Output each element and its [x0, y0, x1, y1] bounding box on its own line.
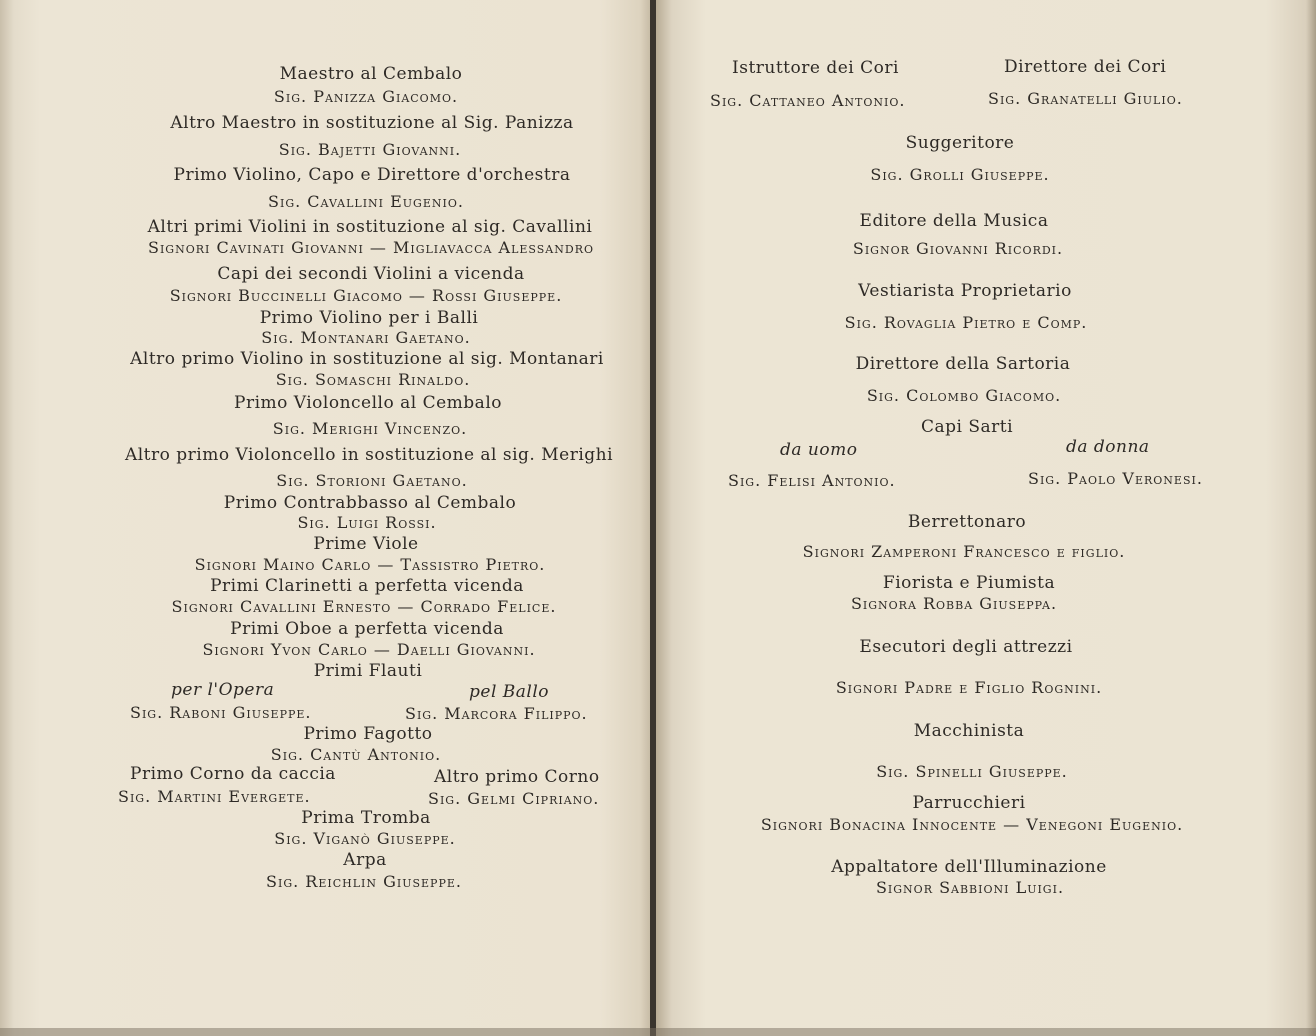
name-vigano: Sig. Viganò Giuseppe.	[274, 829, 456, 848]
role-esecutori-attrezzi: Esecutori degli attrezzi	[859, 637, 1073, 657]
role-primo-violino-capo: Primo Violino, Capo e Direttore d'orchestra	[173, 165, 571, 185]
role-primi-flauti: Primi Flauti	[313, 661, 423, 681]
role-altro-primo-violino: Altro primo Violino in sostituzione al sig. Montanari	[130, 349, 604, 369]
role-capi-sarti: Capi Sarti	[920, 417, 1014, 437]
role-primi-clarinetti: Primi Clarinetti a perfetta vicenda	[210, 576, 524, 596]
label-da-uomo: da uomo	[780, 440, 858, 460]
name-cantu: Sig. Cantù Antonio.	[270, 745, 442, 764]
role-primo-corno: Primo Corno da caccia	[130, 764, 336, 784]
label-da-donna: da donna	[1066, 437, 1150, 457]
role-altro-violoncello: Altro primo Violoncello in sostituzione al sig. Merighi	[124, 445, 614, 465]
role-macchinista: Macchinista	[913, 721, 1025, 741]
role-vestiarista: Vestiarista Proprietario	[858, 281, 1072, 301]
name-veronesi: Sig. Paolo Veronesi.	[1028, 469, 1203, 488]
name-bonacina-venegoni: Signori Bonacina Innocente — Venegoni Eugenio.	[760, 815, 1184, 834]
label-per-opera: per l'Opera	[171, 680, 275, 700]
role-parrucchieri: Parrucchieri	[912, 793, 1026, 813]
role-direttore-cori: Direttore dei Cori	[1004, 57, 1167, 77]
name-zamperoni: Signori Zamperoni Francesco e figlio.	[802, 542, 1126, 561]
name-reichlin: Sig. Reichlin Giuseppe.	[266, 872, 462, 891]
right-page	[656, 0, 1316, 1036]
role-primo-contrabbasso: Primo Contrabbasso al Cembalo	[223, 493, 517, 513]
role-prime-viole: Prime Viole	[313, 534, 419, 554]
role-primo-violoncello: Primo Violoncello al Cembalo	[234, 393, 502, 413]
name-buccinelli-rossi: Signori Buccinelli Giacomo — Rossi Giuseppe.	[169, 286, 563, 305]
role-berrettonaro: Berrettonaro	[907, 512, 1027, 532]
name-grolli: Sig. Grolli Giuseppe.	[870, 165, 1050, 184]
name-yvon-daelli: Signori Yvon Carlo — Daelli Giovanni.	[202, 640, 536, 659]
name-ricordi: Signor Giovanni Ricordi.	[852, 239, 1064, 258]
name-gelmi: Sig. Gelmi Cipriano.	[428, 789, 600, 808]
label-pel-ballo: pel Ballo	[469, 682, 550, 702]
role-altro-maestro: Altro Maestro in sostituzione al Sig. Panizza	[170, 113, 574, 133]
role-altri-primi-violini: Altri primi Violini in sostituzione al sig. Cavallini	[147, 217, 593, 237]
role-prima-tromba: Prima Tromba	[301, 808, 431, 828]
name-merighi: Sig. Merighi Vincenzo.	[272, 419, 468, 438]
name-robba: Signora Robba Giuseppa.	[850, 594, 1058, 613]
role-primo-violino-balli: Primo Violino per i Balli	[259, 308, 479, 328]
role-editore-musica: Editore della Musica	[859, 211, 1049, 231]
name-storioni: Sig. Storioni Gaetano.	[276, 471, 468, 490]
name-colombo: Sig. Colombo Giacomo.	[866, 386, 1062, 405]
role-arpa: Arpa	[343, 850, 387, 870]
role-istruttore-cori: Istruttore dei Cori	[732, 58, 899, 78]
role-fiorista: Fiorista e Piumista	[882, 573, 1056, 593]
left-page	[0, 0, 654, 1036]
role-primo-fagotto: Primo Fagotto	[303, 724, 433, 744]
role-appaltatore: Appaltatore dell'Illuminazione	[831, 857, 1107, 877]
name-cavallini-corrado: Signori Cavallini Ernesto — Corrado Felice.	[171, 597, 557, 616]
role-suggeritore: Suggeritore	[905, 133, 1015, 153]
name-rovaglia: Sig. Rovaglia Pietro e Comp.	[844, 313, 1088, 332]
name-felisi: Sig. Felisi Antonio.	[728, 471, 896, 490]
name-cavinati-migliavacca: Signori Cavinati Giovanni — Migliavacca Alessandro	[148, 238, 594, 257]
role-maestro-cembalo: Maestro al Cembalo	[279, 64, 463, 84]
name-luigi-rossi: Sig. Luigi Rossi.	[297, 513, 437, 532]
name-bajetti: Sig. Bajetti Giovanni.	[278, 140, 462, 159]
name-raboni: Sig. Raboni Giuseppe.	[130, 703, 312, 722]
role-primi-oboe: Primi Oboe a perfetta vicenda	[230, 619, 504, 639]
page-bottom-shadow	[0, 1028, 1316, 1036]
name-martini: Sig. Martini Evergete.	[118, 787, 311, 806]
name-panizza: Sig. Panizza Giacomo.	[273, 87, 459, 106]
name-sabbioni: Signor Sabbioni Luigi.	[875, 878, 1065, 897]
role-direttore-sartoria: Direttore della Sartoria	[855, 354, 1071, 374]
name-cavallini-eugenio: Sig. Cavallini Eugenio.	[268, 192, 464, 211]
name-marcora: Sig. Marcora Filippo.	[405, 704, 588, 723]
role-altro-primo-corno: Altro primo Corno	[434, 767, 600, 787]
name-maino-tassistro: Signori Maino Carlo — Tassistro Pietro.	[194, 555, 546, 574]
role-capi-secondi-violini: Capi dei secondi Violini a vicenda	[217, 264, 525, 284]
name-cattaneo: Sig. Cattaneo Antonio.	[710, 91, 906, 110]
name-rognini: Signori Padre e Figlio Rognini.	[835, 678, 1103, 697]
name-granatelli: Sig. Granatelli Giulio.	[988, 89, 1183, 108]
name-montanari: Sig. Montanari Gaetano.	[261, 328, 471, 347]
name-somaschi: Sig. Somaschi Rinaldo.	[275, 370, 471, 389]
name-spinelli: Sig. Spinelli Giuseppe.	[876, 762, 1068, 781]
